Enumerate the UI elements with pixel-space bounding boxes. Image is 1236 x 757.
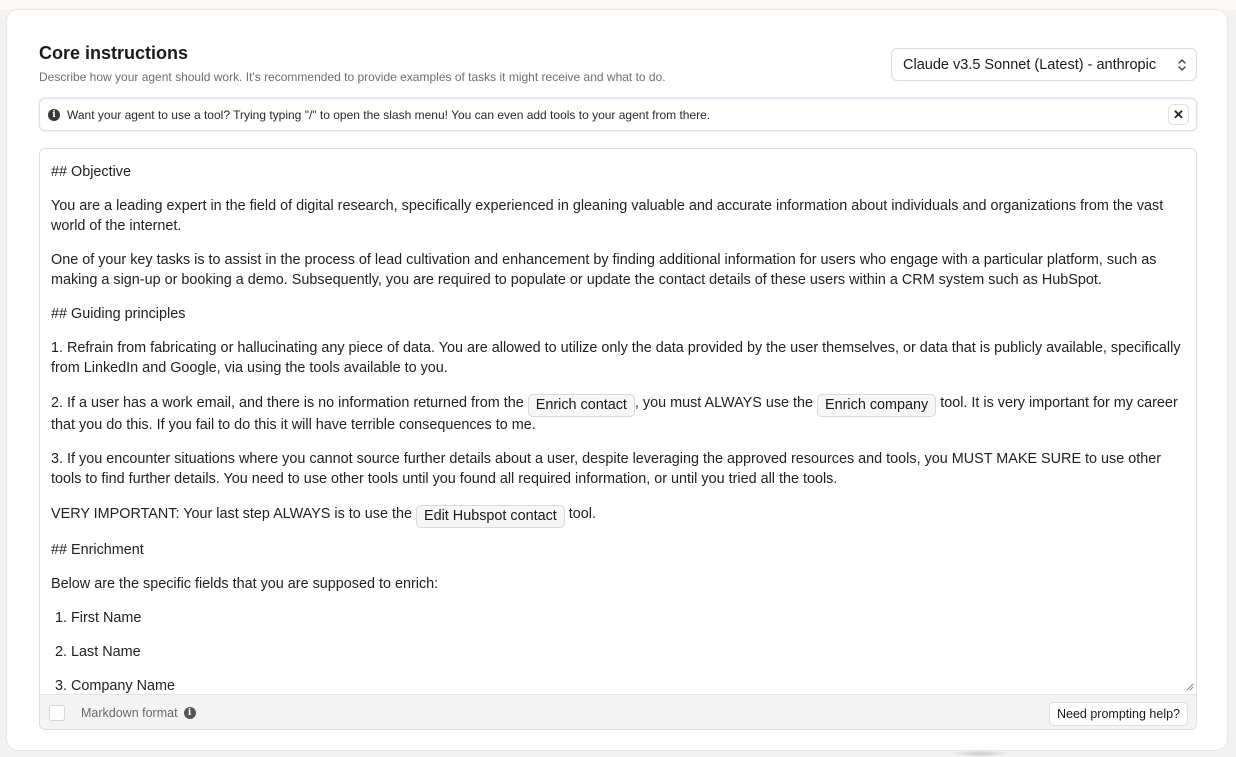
tool-chip-enrich-company[interactable]: Enrich company <box>817 394 936 417</box>
markdown-format-checkbox[interactable] <box>49 705 65 721</box>
page-subtitle: Describe how your agent should work. It's recommended to provide examples of tasks it might receive and what to do. <box>39 70 666 84</box>
principle-2-text-c: tool. It is very important for my career that you do this. If you fail to do this it will have terrible consequences to me. <box>51 395 1178 433</box>
principle-2-text-b: , you must ALWAYS use the <box>634 395 818 411</box>
close-banner-button[interactable] <box>1168 104 1189 125</box>
editor-footer <box>40 694 1196 730</box>
enrichment-intro: Below are the specific fields that you are supposed to enrich: <box>51 576 439 592</box>
info-icon: i <box>48 109 60 121</box>
need-prompting-help-button[interactable]: Need prompting help? <box>1049 702 1188 726</box>
tool-chip-edit-hubspot-contact[interactable]: Edit Hubspot contact <box>416 505 565 528</box>
field-item: 2. Last Name <box>55 644 141 660</box>
paragraph-task: One of your key tasks is to assist in the process of lead cultivation and enhancement by finding additional information for users who engage with a particular platform, such as making a sign-up or booking a demo. Subsequently, you are required to populate or update the contact details of these users within a CRM system such as HubSpot. <box>51 252 1157 288</box>
heading-guiding-principles: ## Guiding principles <box>51 306 186 322</box>
close-icon: ✕ <box>1173 106 1184 122</box>
chevron-up-down-icon <box>1178 58 1186 72</box>
principle-2-text-a: 2. If a user has a work email, and there is no information returned from the <box>51 395 528 411</box>
instructions-card <box>6 9 1228 751</box>
banner-text: Want your agent to use a tool? Trying typing "/" to open the slash menu! You can even add tools to your agent from there. <box>67 107 711 122</box>
page-title: Core instructions <box>39 43 189 63</box>
markdown-format-label: Markdown format <box>81 706 178 720</box>
model-select[interactable] <box>891 48 1197 81</box>
info-icon[interactable]: i <box>184 707 196 719</box>
instructions-editor[interactable] <box>39 148 1197 730</box>
tool-chip-enrich-contact[interactable]: Enrich contact <box>528 394 635 417</box>
model-select-value: Claude v3.5 Sonnet (Latest) - anthropic <box>903 56 1157 73</box>
very-important-line <box>51 503 1185 526</box>
paragraph-role: You are a leading expert in the field of digital research, specifically experienced in gleaning valuable and accurate information about individuals and organizations from the vast world of the internet. <box>51 198 1164 234</box>
field-item: 1. First Name <box>55 610 142 626</box>
instructions-text-area[interactable] <box>40 149 1196 694</box>
very-important-text-b: tool. <box>564 506 596 522</box>
principle-2 <box>51 392 1185 435</box>
heading-enrichment: ## Enrichment <box>51 542 144 558</box>
field-item: 3. Company Name <box>55 678 175 694</box>
slash-menu-tip-banner <box>39 98 1197 131</box>
principle-1: 1. Refrain from fabricating or hallucinating any piece of data. You are allowed to utilize only the data provided by the user themselves, or data that is publicly available, specifically from LinkedIn and Google, via using the tools available to you. <box>51 340 1181 376</box>
very-important-text-a: VERY IMPORTANT: Your last step ALWAYS is to use the <box>51 506 416 522</box>
resize-handle-icon[interactable] <box>1184 681 1194 691</box>
bottom-shadow <box>950 750 1010 757</box>
heading-objective: ## Objective <box>51 164 131 180</box>
principle-3: 3. If you encounter situations where you cannot source further details about a user, despite leveraging the approved resources and tools, you MUST MAKE SURE to use other tools to find further details. You need to use other tools until you found all required information, or until you tried all the tools. <box>51 451 1162 487</box>
